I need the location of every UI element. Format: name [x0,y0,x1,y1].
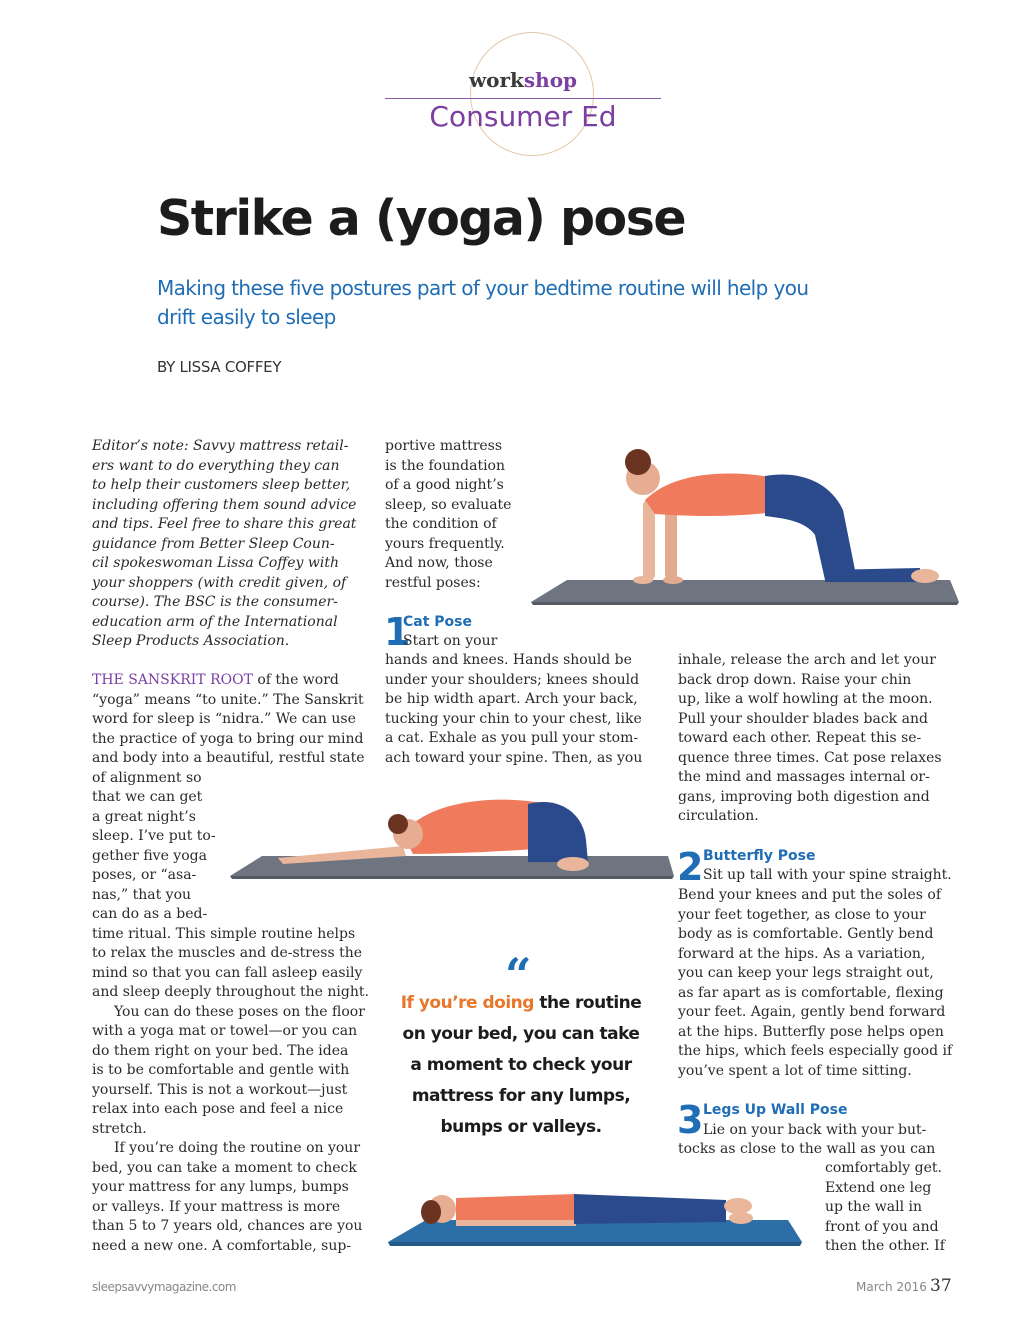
pose-2-number: 2 [677,845,704,889]
editors-note: Editor’s note: Savvy mattress retail- ers want to do everything they can to help their customers sleep better, including offering them sound advice and tips. Feel free to share this great guidance from Better Sleep Coun- cil spokeswoman Lissa Coffey with your shoppers (with credit given, of course). The BSC is the consumer- education arm of the International Sleep Products Association. [92,438,357,649]
pose-2-first-line: Sit up tall with your spine straight. [703,867,952,883]
lead-in: THE SANSKRIT ROOT [92,672,253,688]
lying-pose-photo [386,1176,806,1248]
cat-pose-photo [525,440,965,610]
pose-3-line-2: tocks as close to the wall as you can [678,1141,936,1157]
pose-2-text: Bend your knees and put the soles of your feet together, as close to your body as is comfortable. Gently bend forward at the hips. As a variation, you can keep your legs straight out, as far apart as is comfortable, flexing your feet. Again, gently bend forward at the hips. Butterfly pose helps open the hips, which feels especially good if you’ve spent a lot of time sitting. [678,887,953,1079]
footer-site: sleepsavvymagazine.com [92,1280,236,1294]
section-label: workshop [468,68,578,92]
pose-2-title: Butterfly Pose [703,848,816,864]
body-column-1: THE SANSKRIT ROOT of the word “yoga” means “to unite.” The Sanskrit word for sleep is “nidra.” We can use the practice of yoga to bring our mind and body into a beautiful, restful state of alignment so that we can get a great night’s sleep. I’ve put to- gether five yoga poses, or “asa- nas,” that you can do as a bed- time ritual. This simple routine helps to relax the muscles and de-stress the mind so that you can fall asleep easily and sleep deeply throughout the night. You can do these poses on the floor with a yoga mat or towel—or you can do them right on your bed. The idea is to be comfortable and gentle with yourself. This is not a workout—just relax into each pose and feel a nice stretch. If you’re doing the routine on your bed, you can take a moment to check your mattress for any lumps, bumps or valleys. If your mattress is more than 5 to 7 years old, chances are you need a new one. A comfortable, sup- [92,672,369,1254]
pose-1-first-line: Start on your [403,633,498,649]
masthead-rule [385,98,661,99]
page-number: 37 [930,1276,952,1296]
pose-3-text: comfortably get. Extend one leg up the wall in front of you and then the other. If [825,1160,945,1254]
masthead-ring [470,32,594,156]
pose-3-title: Legs Up Wall Pose [703,1102,848,1118]
pose-3-number: 3 [677,1098,704,1142]
pullquote: If you’re doing the routine on your bed, you can take a moment to check your mattress for any lumps, bumps or valleys. [400,993,642,1137]
pose-1-number: 1 [384,610,411,654]
section-title: Consumer Ed [429,100,617,133]
body-column-2-top: portive mattress is the foundation of a good night’s sleep, so evaluate the condition of yours frequently. And now, those restful poses: [385,438,512,591]
pose-1-text: hands and knees. Hands should be under your shoulders; knees should be hip width apart. Arch your back, tucking your chin to your chest, like a cat. Exhale as you pull your stom- ach toward your spine. Then, as you [385,652,643,766]
byline: BY LISSA COFFEY [157,358,282,376]
body-column-3: inhale, release the arch and let your back drop down. Raise your chin up, like a wolf howling at the moon. Pull your shoulder blades back and toward each other. Repeat this se- quence three times. Cat pose relaxes the mind and massages internal or- gans, improving both digestion and circulation. [678,652,942,824]
child-pose-photo [228,782,676,884]
headline: Strike a (yoga) pose [157,190,686,247]
dek: Making these five postures part of your bedtime routine will help you drift easily to sleep [157,276,809,329]
pose-1-title: Cat Pose [403,614,472,630]
pose-3-first-line: Lie on your back with your but- [703,1122,927,1138]
pullquote-mark: “ [505,948,532,1002]
footer-date: March 2016 [856,1280,927,1294]
